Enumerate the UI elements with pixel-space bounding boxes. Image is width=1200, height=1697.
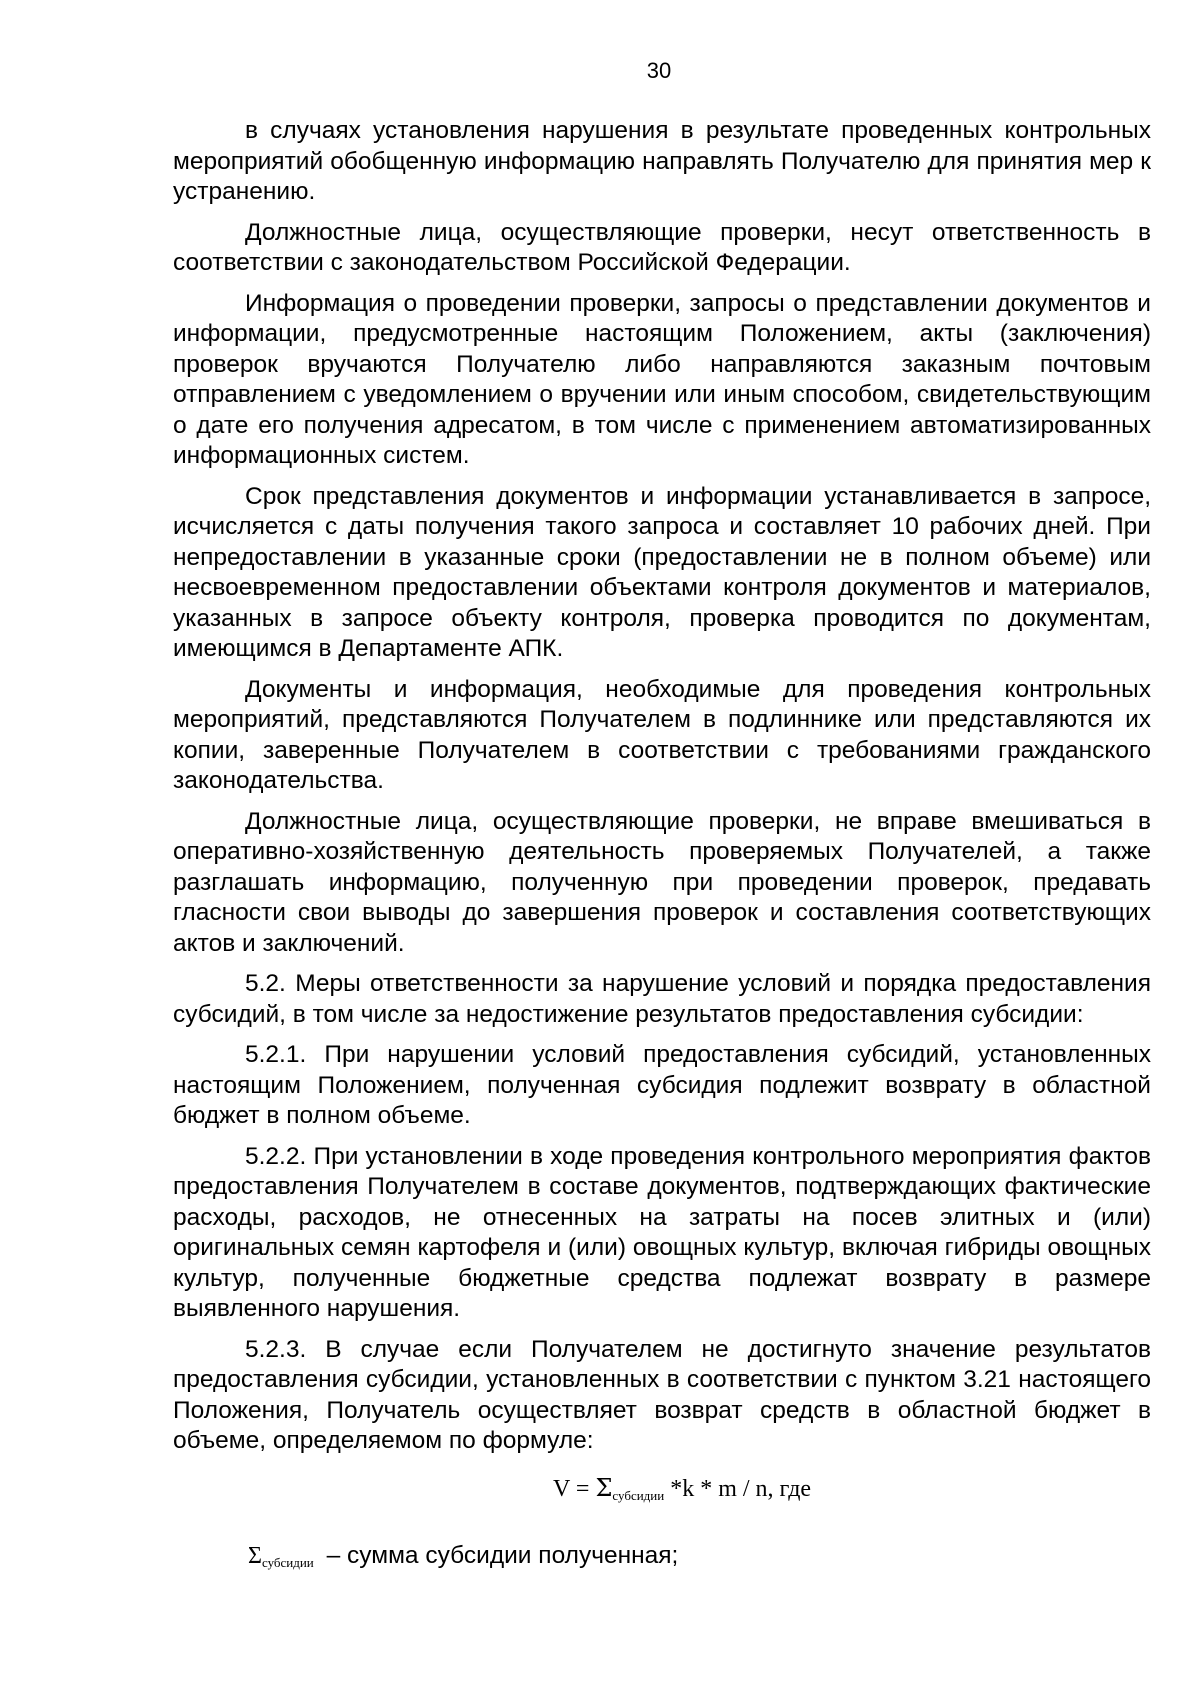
paragraph-inspection-notice: Информация о проведении проверки, запросы о представлении документов и информации, предусмотренные настоящим Положением, акты (заключения) проверок вручаются Получателю либо направляются заказным почтовым отправлением с уведомлением о вручении или иным способом, свидетельствующим о дате его получения адресатом, в том числе с применением автоматизированных информационных систем. <box>173 289 1151 469</box>
paragraph-section-5-2: 5.2. Меры ответственности за нарушение условий и порядка предоставления субсидий, в том числе за недостижение результатов предоставления субсидии: <box>173 970 1151 1028</box>
paragraph-documents-originals: Документы и информация, необходимые для проведения контрольных мероприятий, представляются Получателем в подлиннике или представляются их копии, заверенные Получателем в соответствии с требованиями гражданского законодательства. <box>173 675 1151 794</box>
page-number: 30 <box>646 58 672 83</box>
paragraph-officials-responsibility: Должностные лица, осуществляющие проверки, несут ответственность в соответствии с законодательством Российской Федерации. <box>173 218 1151 276</box>
formula-rest: *k * m / n, <box>670 1475 774 1502</box>
document-body <box>173 116 1151 1578</box>
legend-sigma-subscript: субсидии <box>261 1554 314 1570</box>
formula-sigma: Σ <box>595 1473 613 1502</box>
formula-where: где <box>779 1475 812 1502</box>
formula-lhs: V = <box>553 1475 596 1502</box>
paragraph-section-5-2-2: 5.2.2. При установлении в ходе проведения контрольного мероприятия фактов предоставления Получателем в составе документов, подтверждающих фактические расходы, расходов, не отнесенных на затраты на посев элитных и (или) оригинальных семян картофеля и (или) овощных культур, включая гибриды овощных культур, полученные бюджетные средства подлежат возврату в размере выявленного нарушения. <box>173 1142 1151 1322</box>
paragraph-officials-restrictions: Должностные лица, осуществляющие проверки, не вправе вмешиваться в оперативно-хозяйственную деятельность проверяемых Получателей, а также разглашать информацию, полученную при проведении проверок, предавать гласности свои выводы до завершения проверок и составления соответствующих актов и заключений. <box>173 807 1151 957</box>
formula-sigma-subscript: субсидии <box>612 1487 665 1503</box>
legend-sigma: Σ <box>248 1542 262 1569</box>
paragraph-section-5-2-3: 5.2.3. В случае если Получателем не достигнуто значение результатов предоставления субсидии, установленных в соответствии с пунктом 3.21 настоящего Положения, Получатель осуществляет возврат средств в областной бюджет в объеме, определяемом по формуле: <box>173 1335 1151 1454</box>
paragraph-violations-info: в случаях установления нарушения в результате проведенных контрольных мероприятий обобщенную информацию направлять Получателю для принятия мер к устранению. <box>173 117 1151 205</box>
paragraph-section-5-2-1: 5.2.1. При нарушении условий предоставления субсидий, установленных настоящим Положением, полученная субсидия подлежит возврату в областной бюджет в полном объеме. <box>173 1041 1151 1129</box>
paragraph-document-deadline: Срок представления документов и информации устанавливается в запросе, исчисляется с даты получения такого запроса и составляет 10 рабочих дней. При непредоставлении в указанные сроки (предоставлении не в полном объеме) или несвоевременном предоставлении объектами контроля документов и материалов, указанных в запросе объекту контроля, проверка проводится по документам, имеющимся в Департаменте АПК. <box>173 482 1151 662</box>
formula-legend-sigma <box>248 1541 1151 1578</box>
legend-description: – сумма субсидии полученная; <box>326 1541 679 1569</box>
refund-formula <box>173 1471 1151 1513</box>
